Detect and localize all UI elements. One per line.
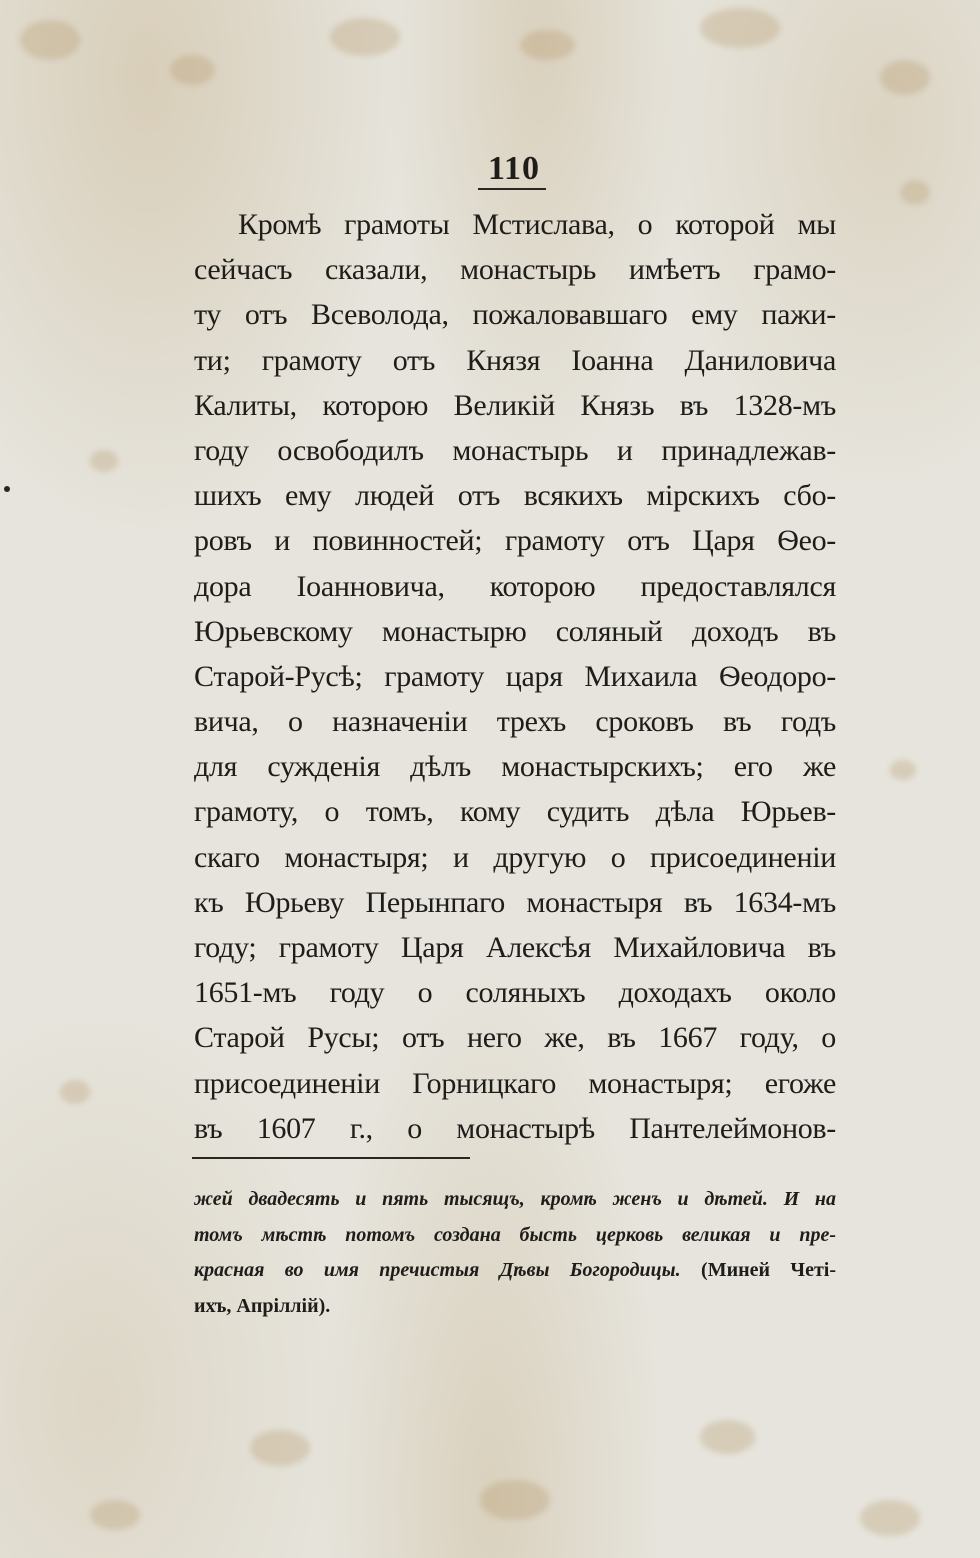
footnote-line [194, 1253, 836, 1289]
text-line: ту отъ Всеволода, пожаловавшаго ему пажи- [194, 298, 836, 332]
footnote-line [194, 1218, 836, 1254]
stain [330, 18, 400, 56]
text-line: присоединеніи Горницкаго монастыря; егоже [194, 1066, 836, 1100]
stain [700, 1420, 755, 1454]
text-line: году освободилъ монастырь и принадлежав- [194, 433, 836, 467]
footnote-italic: томъ мѣстѣ потомъ создана бысть церковь великая и пре- [194, 1223, 836, 1246]
text-line: Калиты, которою Великій Князь въ 1328-мъ [194, 388, 836, 422]
stain [480, 1480, 550, 1520]
text-line: сейчасъ сказали, монастырь имѣетъ грамо- [194, 253, 836, 287]
stain [700, 8, 780, 48]
text-line: году; грамоту Царя Алексѣя Михайловича въ [194, 931, 836, 964]
text-line: 1651-мъ году о соляныхъ доходахъ около [194, 976, 836, 1010]
text-line: грамоту, о томъ, кому судить дѣла Юрьев- [194, 795, 836, 829]
body-text [194, 202, 836, 1151]
stain [60, 1080, 90, 1104]
margin-mark [4, 486, 10, 492]
text-line: ровъ и повинностей; грамоту отъ Царя Ѳео- [194, 524, 836, 558]
footnote-plain: ихъ, Апріллій). [194, 1294, 331, 1317]
text-line: къ Юрьеву Перынпаго монастыря въ 1634-мъ [194, 885, 836, 919]
stain [520, 30, 575, 60]
text-line: для сужденія дѣлъ монастырскихъ; его же [194, 750, 836, 784]
text-line: скаго монастыря; и другую о присоединеніи [194, 840, 836, 874]
page-number-rule [478, 188, 546, 190]
footnote-italic: жей двадесять и пять тысящъ, кромѣ женъ и дѣтей. И на [194, 1188, 836, 1210]
footnote-italic: красная во имя пречистыя Дѣвы Богородицы. [194, 1259, 681, 1281]
stain [20, 20, 80, 60]
stain [90, 450, 118, 472]
text-line: Кромѣ грамоты Мстислава, о которой мы [238, 208, 836, 241]
text-line: Юрьевскому монастырю соляный доходъ въ [194, 614, 836, 648]
text-line: въ 1607 г., о монастырѣ Пантелеймонов- [194, 1111, 836, 1145]
footnote-line [194, 1182, 836, 1218]
text-line: вича, о назначеніи трехъ сроковъ въ годъ [194, 705, 836, 739]
footnote-line [194, 1289, 836, 1325]
text-line: ти; грамоту отъ Князя Іоанна Даниловича [194, 343, 836, 377]
text-line: дора Іоанновича, которою предоставлялся [194, 569, 836, 603]
text-line: Старой Русы; отъ него же, въ 1667 году, о [194, 1021, 836, 1055]
stain [890, 760, 916, 780]
text-line: шихъ ему людей отъ всякихъ мірскихъ сбо- [194, 479, 836, 513]
text-line: Старой-Русѣ; грамоту царя Михаила Ѳеодоро- [194, 659, 836, 693]
stain [880, 60, 930, 95]
footnote [194, 1182, 836, 1324]
footnote-plain: (Миней Четі- [680, 1259, 836, 1281]
stain [250, 1430, 310, 1466]
page-number: 110 [487, 150, 541, 187]
stain [860, 1500, 920, 1536]
footnote-rule [192, 1157, 470, 1159]
stain [170, 55, 215, 85]
stain [90, 1500, 140, 1530]
